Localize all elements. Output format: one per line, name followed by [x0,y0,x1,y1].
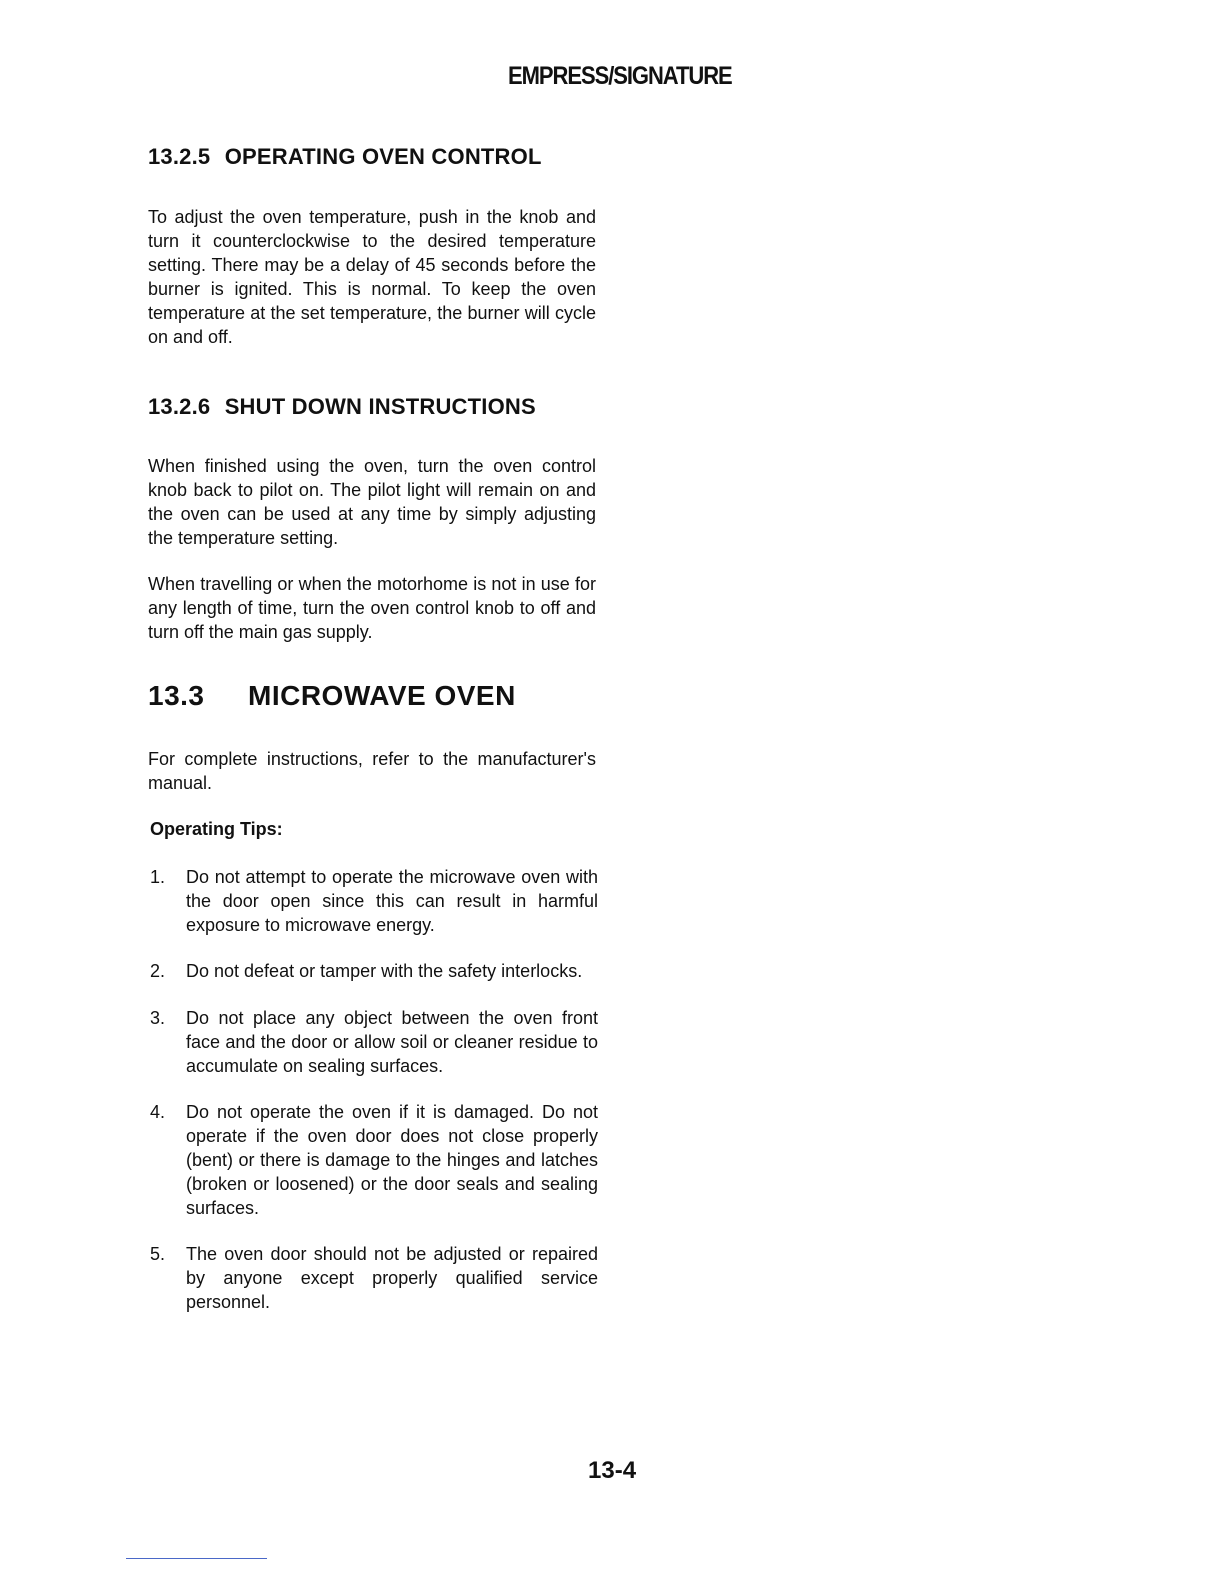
section-13-2-6-paragraph-1: When finished using the oven, turn the oven control knob back to pilot on. The pilot light will remain on and the oven can be used at any time by simply adjusting the temperature setting. [148,456,596,548]
list-marker: 2. [150,961,166,981]
running-header: EMPRESS/SIGNATURE [508,62,732,90]
section-13-2-5-body: To adjust the oven temperature, push in the knob and turn it counterclockwise to the desired temperature setting. There may be a delay of 45 seconds before the burner is ignited. This is normal. To keep the oven temperature at the set temperature, the burner will cycle on and off. [148,207,596,347]
section-13-2-5-heading [148,144,542,170]
section-13-3-number: 13.3 [148,680,205,711]
list-item-text: Do not attempt to operate the microwave oven with the door open since this can result in harmful exposure to microwave energy. [186,867,598,935]
section-13-2-6-number: 13.2.6 [148,394,211,419]
section-13-2-5-title: OPERATING OVEN CONTROL [224,144,542,169]
list-item-text: The oven door should not be adjusted or repaired by anyone except properly qualified service personnel. [186,1244,598,1312]
operating-tips-heading: Operating Tips: [150,819,283,839]
section-13-3-title: MICROWAVE OVEN [248,680,516,711]
list-item-text: Do not place any object between the oven front face and the door or allow soil or cleaner residue to accumulate on sealing surfaces. [186,1008,598,1076]
list-marker: 3. [150,1008,166,1028]
page-number: 13-4 [588,1457,637,1484]
list-item-text: Do not defeat or tamper with the safety interlocks. [186,961,583,981]
list-marker: 4. [150,1102,166,1122]
section-13-2-5-number: 13.2.5 [148,144,211,169]
section-13-3-heading [148,680,516,712]
list-item-text: Do not operate the oven if it is damaged. Do not operate if the oven door does not close properly (bent) or there is damage to the hinges and latches (broken or loosened) or the door seals and sealing surfaces. [186,1102,598,1218]
scan-edge-rule [126,1558,267,1559]
list-marker: 5. [150,1244,166,1264]
section-13-2-6-paragraph-2: When travelling or when the motorhome is not in use for any length of time, turn the oven control knob to off and turn off the main gas supply. [148,574,596,642]
section-13-2-6-heading [148,394,536,420]
list-marker: 1. [150,867,166,887]
section-13-2-6-title: SHUT DOWN INSTRUCTIONS [224,394,536,419]
section-13-3-intro: For complete instructions, refer to the manufacturer's manual. [148,749,596,793]
